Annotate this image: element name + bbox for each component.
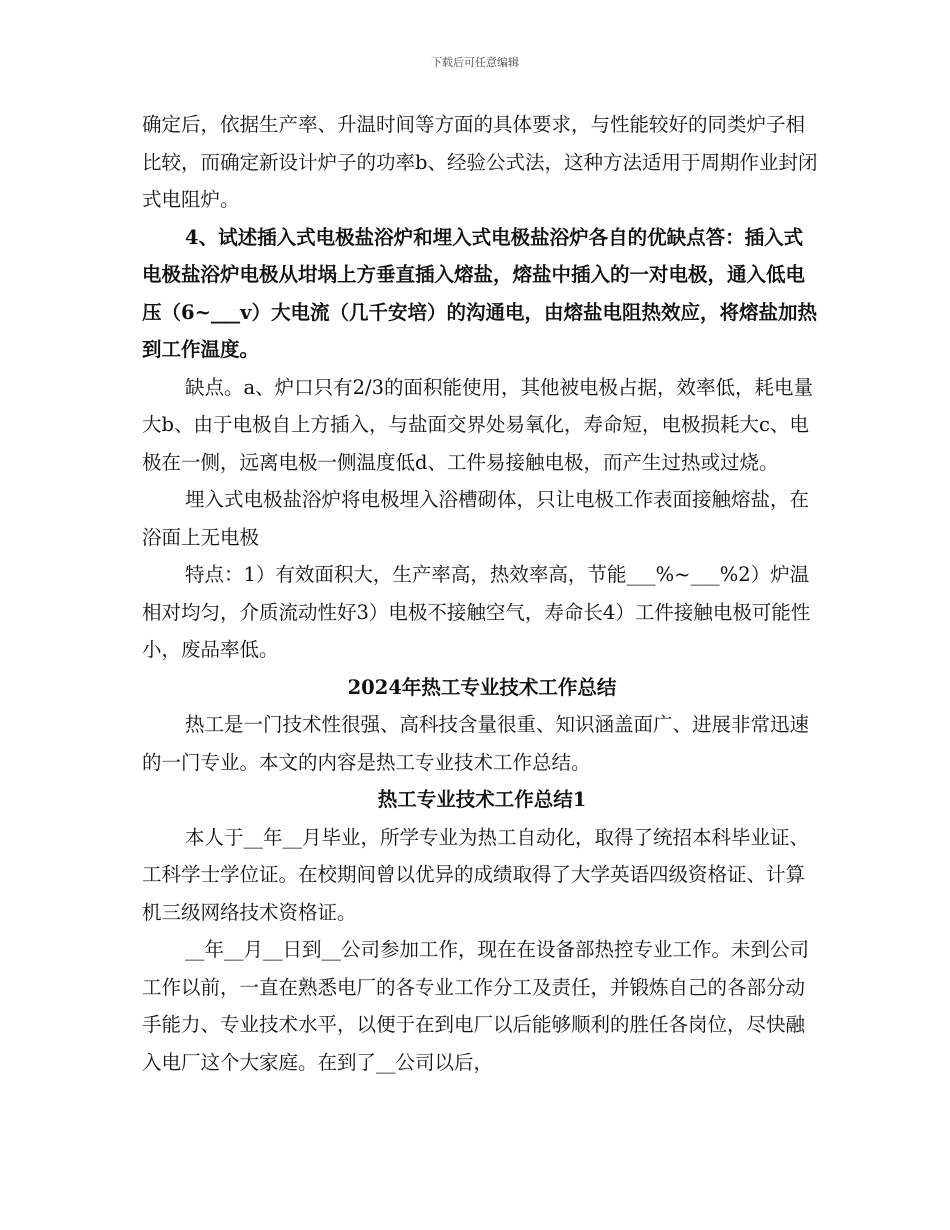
paragraph-work-start: __年__月__日到__公司参加工作，现在在设备部热控专业工作。未到公司工作以前，一直在熟悉电厂的各专业工作分工及责任，并锻炼自己的各部分动手能力、专业技术水平，以便于在到电厂以后能够顺利的胜任各岗位，尽快融入电厂这个大家庭。在到了__公司以后， — [142, 938, 810, 1074]
paragraph-intro: 热工是一门技术性很强、高科技含量很重、知识涵盖面广、进展非常迅速的一门专业。本文的内容是热工专业技术工作总结。 — [142, 713, 810, 774]
section-title-summary: 2024年热工专业技术工作总结 — [347, 675, 617, 699]
paragraph-buried-electrode: 埋入式电极盐浴炉将电极埋入浴槽砌体，只让电极工作表面接触熔盐，在浴面上无电极 — [142, 488, 810, 549]
document-body — [142, 106, 822, 1081]
paragraph-graduation: 本人于__年__月毕业，所学专业为热工自动化，取得了统招本科毕业证、工科学士学位证。在校期间曾以优异的成绩取得了大学英语四级资格证、计算机三级网络技术资格证。 — [142, 825, 810, 924]
subsection-title-summary-1: 热工专业技术工作总结1 — [377, 788, 587, 811]
paragraph-features: 特点：1）有效面积大，生产率高，热效率高，节能___%~___%2）炉温相对均匀，介质流动性好3）电极不接触空气，寿命长4）工件接触电极可能性小，废品率低。 — [142, 563, 811, 661]
paragraph-continuation: 确定后，依据生产率、升温时间等方面的具体要求，与性能较好的同类炉子相比较，而确定新设计炉子的功率b、经验公式法，这种方法适用于周期作业封闭式电阻炉。 — [142, 113, 818, 211]
page-header-note: 下载后可任意编辑 — [431, 56, 519, 69]
question-4-bold: 4、试述插入式电极盐浴炉和埋入式电极盐浴炉各自的优缺点答：插入式电极盐浴炉电极从坩埚上方垂直插入熔盐，熔盐中插入的一对电极，通入低电压（6~___v）大电流（几千安培）的沟通电，由熔盐电阻热效应，将熔盐加热到工作温度。 — [142, 225, 817, 361]
paragraph-disadvantages: 缺点。a、炉口只有2/3的面积能使用，其他被电极占据，效率低，耗电量大b、由于电极自上方插入，与盐面交界处易氧化，寿命短，电极损耗大c、电极在一侧，远离电极一侧温度低d、工件易接触电极，而产生过热或过烧。 — [142, 375, 814, 474]
